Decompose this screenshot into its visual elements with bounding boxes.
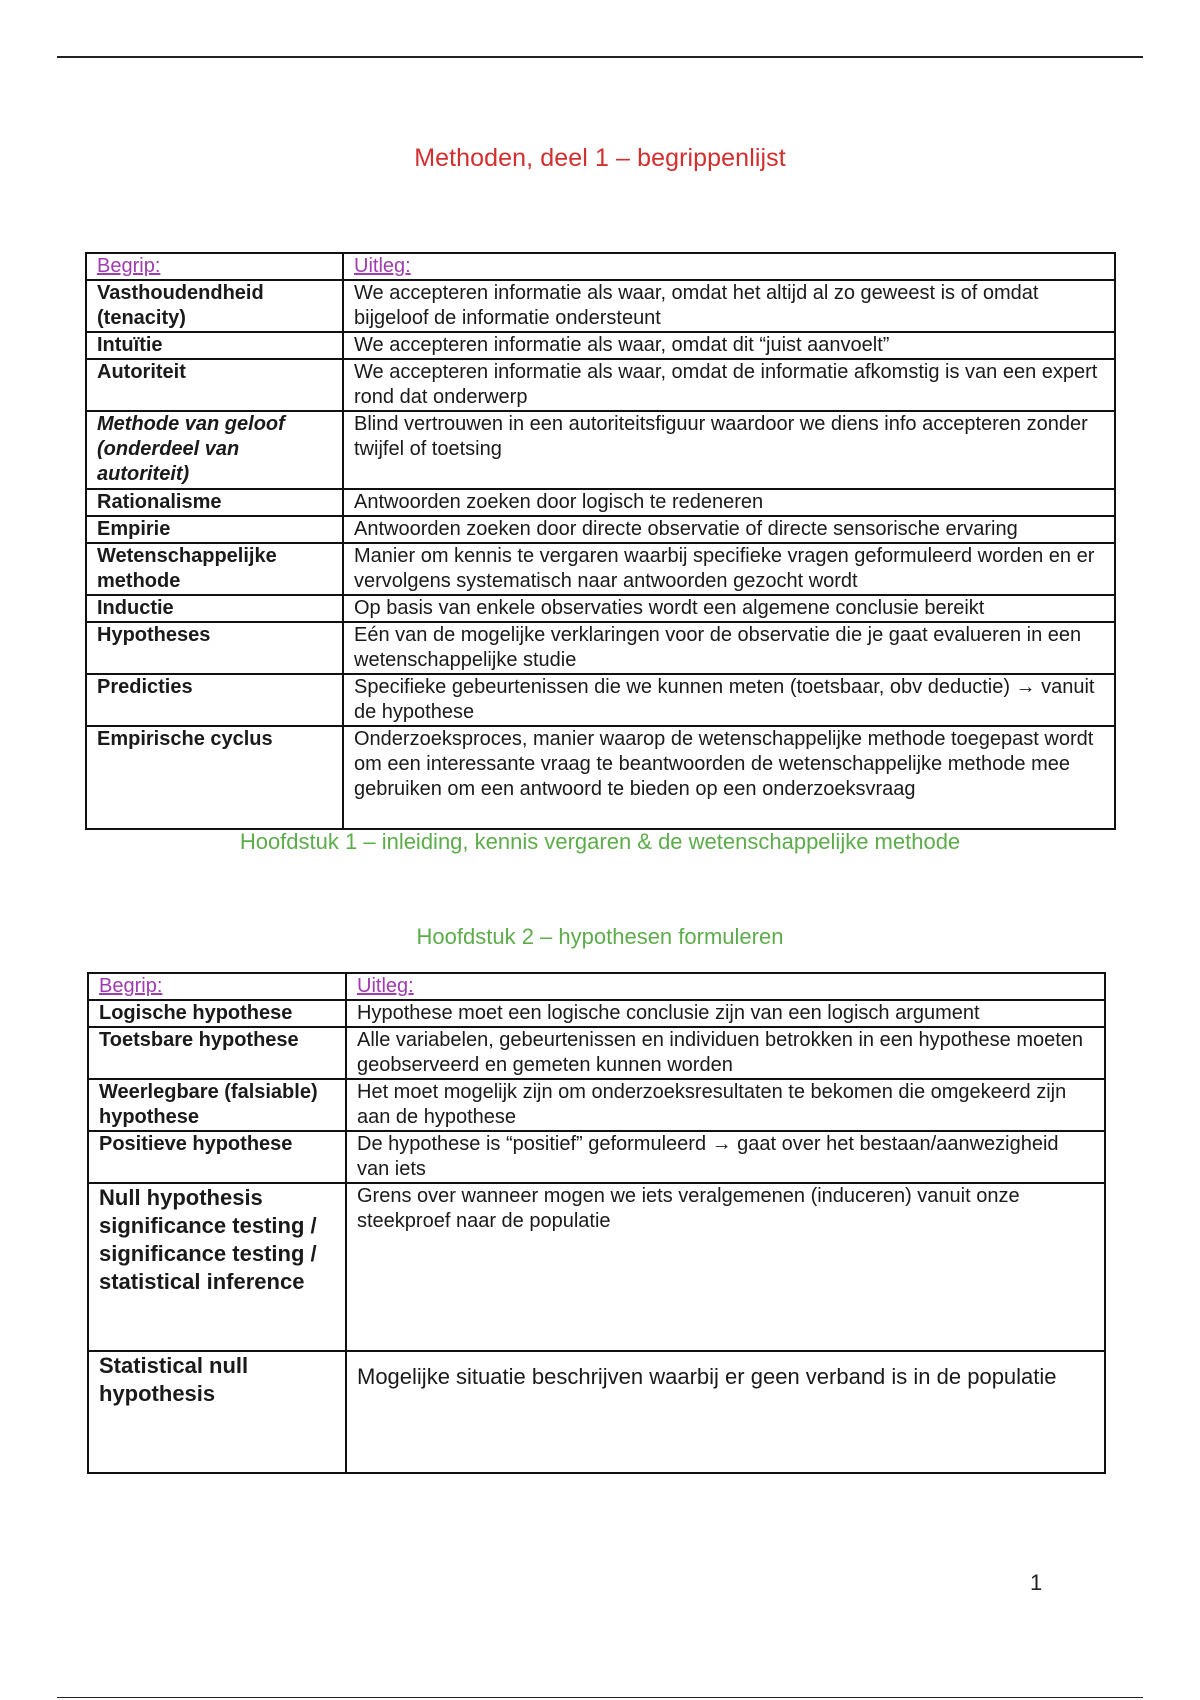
table-header-row (86, 253, 1115, 280)
explanation-column-header: Uitleg: (343, 253, 1115, 280)
table-row (86, 516, 1115, 543)
explanation-cell: Mogelijke situatie beschrijven waarbij er geen verband is in de populatie (346, 1351, 1105, 1473)
explanation-cell: Grens over wanneer mogen we iets veralgemenen (induceren) vanuit onze steekproef naar de populatie (346, 1183, 1105, 1351)
term-cell: Vasthoudendheid (tenacity) (86, 280, 343, 332)
explanation-cell: We accepteren informatie als waar, omdat het altijd al zo geweest is of omdat bijgeloof de informatie ondersteunt (343, 280, 1115, 332)
term-cell: Logische hypothese (88, 1000, 346, 1027)
explanation-cell: Op basis van enkele observaties wordt een algemene conclusie bereikt (343, 595, 1115, 622)
table-row (86, 595, 1115, 622)
table-row (86, 280, 1115, 332)
table-row (86, 489, 1115, 516)
term-cell: Autoriteit (86, 359, 343, 411)
term-cell: Methode van geloof (onderdeel van autoriteit) (86, 411, 343, 489)
terms-table-chapter-2 (87, 972, 1106, 1474)
table-row (88, 1183, 1105, 1351)
table-row (86, 411, 1115, 489)
explanation-cell: Specifieke gebeurtenissen die we kunnen meten (toetsbaar, obv deductie) → vanuit de hypothese (343, 674, 1115, 726)
table-row (88, 1351, 1105, 1473)
top-rule (57, 56, 1143, 58)
page-title: Methoden, deel 1 – begrippenlijst (414, 144, 786, 172)
term-cell: Toetsbare hypothese (88, 1027, 346, 1079)
explanation-cell: We accepteren informatie als waar, omdat dit “juist aanvoelt” (343, 332, 1115, 359)
term-cell: Hypotheses (86, 622, 343, 674)
chapter-2-heading: Hoofdstuk 2 – hypothesen formuleren (416, 924, 784, 949)
table-row (86, 726, 1115, 829)
term-cell: Empirie (86, 516, 343, 543)
table-row (88, 1000, 1105, 1027)
term-cell: Intuïtie (86, 332, 343, 359)
table-row (88, 1079, 1105, 1131)
term-cell: Wetenschappelijke methode (86, 543, 343, 595)
explanation-column-header: Uitleg: (346, 973, 1105, 1000)
explanation-cell: Antwoorden zoeken door logisch te redeneren (343, 489, 1115, 516)
explanation-cell: Antwoorden zoeken door directe observatie of directe sensorische ervaring (343, 516, 1115, 543)
term-cell: Rationalisme (86, 489, 343, 516)
explanation-cell: Onderzoeksproces, manier waarop de wetenschappelijke methode toegepast wordt om een interessante vraag te beantwoorden de wetenschappelijke methode mee gebruiken om een antwoord te bieden op een onderzoeksvraag (343, 726, 1115, 829)
bottom-rule (57, 1697, 1143, 1698)
table-row (86, 332, 1115, 359)
term-cell: Positieve hypothese (88, 1131, 346, 1183)
term-cell: Statistical null hypothesis (88, 1351, 346, 1473)
explanation-cell: Alle variabelen, gebeurtenissen en individuen betrokken in een hypothese moeten geobserveerd en gemeten kunnen worden (346, 1027, 1105, 1079)
term-cell: Predicties (86, 674, 343, 726)
explanation-cell: We accepteren informatie als waar, omdat de informatie afkomstig is van een expert rond dat onderwerp (343, 359, 1115, 411)
term-cell: Weerlegbare (falsiable) hypothese (88, 1079, 346, 1131)
explanation-cell: Manier om kennis te vergaren waarbij specifieke vragen geformuleerd worden en er vervolgens systematisch naar antwoorden gezocht wordt (343, 543, 1115, 595)
explanation-cell: Eén van de mogelijke verklaringen voor de observatie die je gaat evalueren in een wetenschappelijke studie (343, 622, 1115, 674)
terms-table-chapter-1 (85, 252, 1116, 830)
term-column-header: Begrip: (88, 973, 346, 1000)
explanation-cell: Blind vertrouwen in een autoriteitsfiguur waardoor we diens info accepteren zonder twijfel of toetsing (343, 411, 1115, 489)
term-cell: Empirische cyclus (86, 726, 343, 829)
term-cell: Null hypothesis significance testing / significance testing / statistical inference (88, 1183, 346, 1351)
table-row (86, 543, 1115, 595)
table-row (88, 1027, 1105, 1079)
page-number: 1 (1030, 1570, 1043, 1595)
table-header-row (88, 973, 1105, 1000)
table-row (86, 622, 1115, 674)
explanation-cell: Het moet mogelijk zijn om onderzoeksresultaten te bekomen die omgekeerd zijn aan de hypothese (346, 1079, 1105, 1131)
table-row (86, 359, 1115, 411)
term-cell: Inductie (86, 595, 343, 622)
explanation-cell: De hypothese is “positief” geformuleerd → gaat over het bestaan/aanwezigheid van iets (346, 1131, 1105, 1183)
table-row (86, 674, 1115, 726)
explanation-cell: Hypothese moet een logische conclusie zijn van een logisch argument (346, 1000, 1105, 1027)
term-column-header: Begrip: (86, 253, 343, 280)
table-row (88, 1131, 1105, 1183)
chapter-1-heading: Hoofdstuk 1 – inleiding, kennis vergaren & de wetenschappelijke methode (239, 829, 961, 854)
